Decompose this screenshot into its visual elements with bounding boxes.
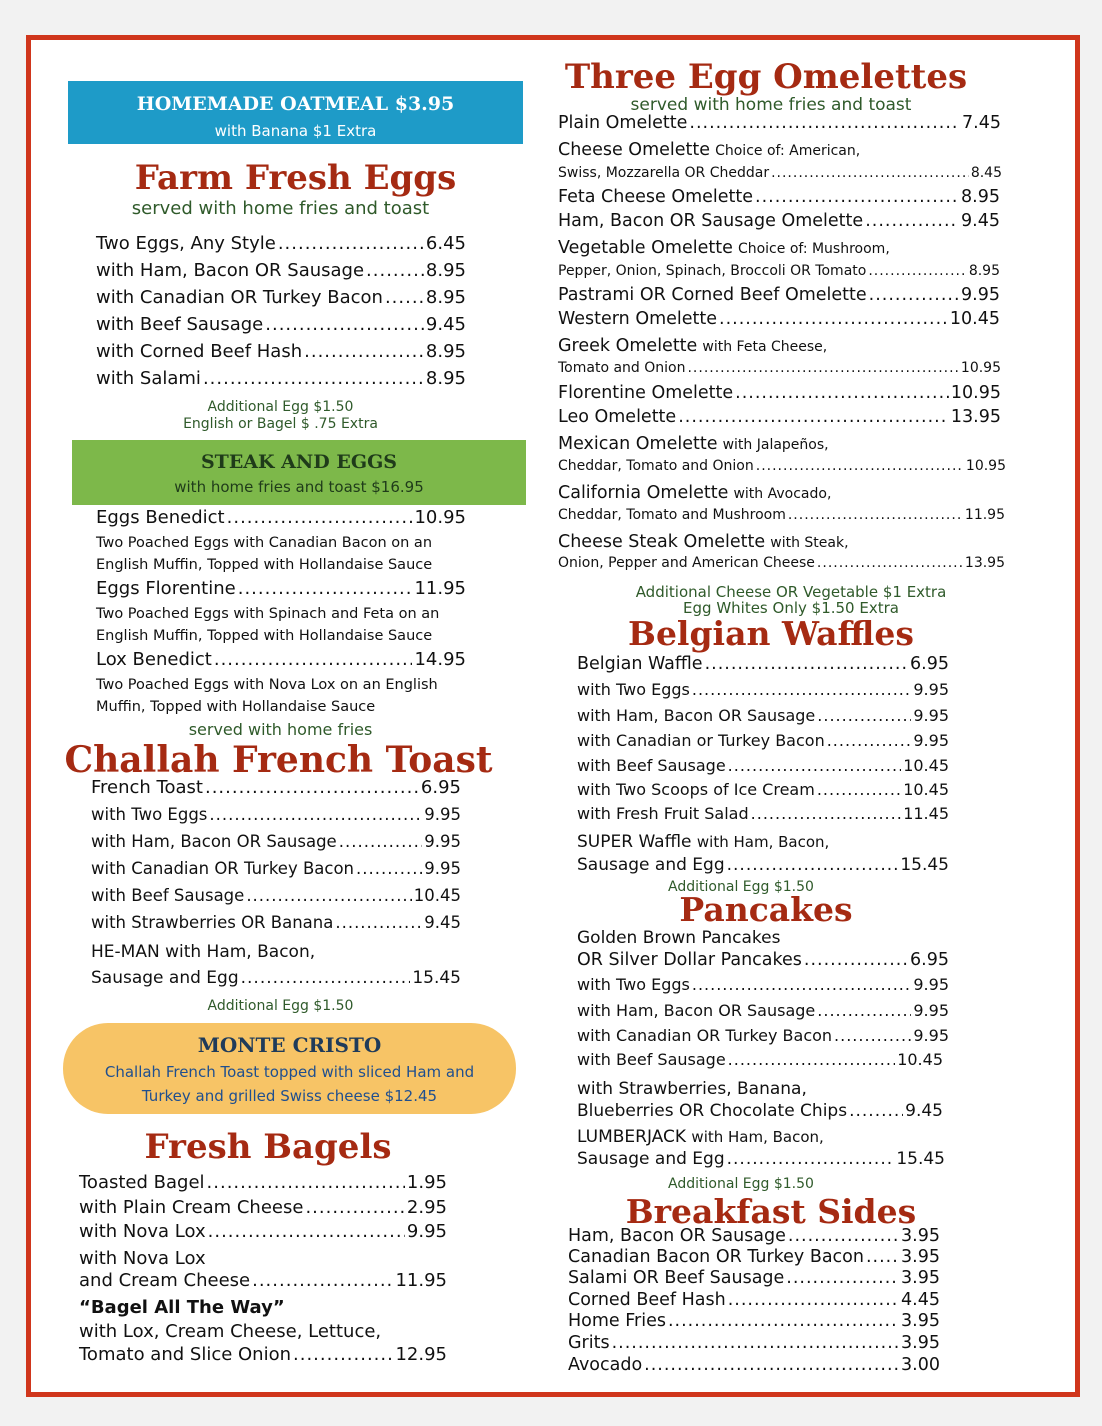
side-item-price: 4.45 <box>901 1290 940 1310</box>
benedict-desc-1: Two Poached Eggs with Spinach and Feta on an <box>96 606 440 622</box>
bagel-nova-price: 11.95 <box>395 1270 447 1291</box>
bagel-nova-line-2 <box>79 1272 447 1290</box>
omelette-cheese-line-1 <box>558 140 860 160</box>
super-waffle-line-2-name: Sausage and Egg <box>577 855 725 875</box>
omelette-california-line-1 <box>558 483 831 503</box>
leader-dots <box>728 1292 899 1310</box>
omelette-cheese-line-1-note: Choice of: American, <box>715 143 861 159</box>
bagel-item <box>79 1199 447 1217</box>
leader-dots <box>207 1174 405 1192</box>
farm-eggs-subtitle: served with home fries and toast <box>131 198 430 219</box>
french-toast-item-name: with Two Eggs <box>91 805 208 824</box>
french-toast-item <box>91 807 461 824</box>
side-item-name: Home Fries <box>568 1311 666 1331</box>
french-toast-item <box>91 915 461 932</box>
bagel-all-the-way-title: “Bagel All The Way” <box>79 1297 285 1318</box>
omelette-cheesesteak-line-2 <box>558 556 1005 570</box>
pancake-item <box>577 1052 943 1068</box>
pancakes-straw-price: 9.45 <box>905 1101 943 1121</box>
bagel-nova-line-1: with Nova Lox <box>79 1248 206 1269</box>
french-toast-item-price: 10.45 <box>413 886 461 905</box>
bagel-item-name: with Nova Lox <box>79 1221 206 1242</box>
omelette-mexican-line-1-name: Mexican Omelette <box>558 434 718 454</box>
omelette-veg-line-1-note: Choice of: Mushroom, <box>737 241 890 257</box>
leader-dots <box>203 370 424 388</box>
omelette-plain-name: Plain Omelette <box>558 113 688 133</box>
waffle-item <box>577 656 949 674</box>
omelette-greek-line-2-name: Tomato and Onion <box>558 360 686 376</box>
omelette-mexican-line-2-price: 10.95 <box>965 458 1006 474</box>
omelettes-subtitle: served with home fries and toast <box>630 95 912 115</box>
waffle-item-name: Belgian Waffle <box>577 654 703 674</box>
farm-eggs-item <box>96 262 466 280</box>
leader-dots <box>265 316 424 334</box>
waffle-item <box>577 806 949 822</box>
side-item-price: 3.95 <box>901 1247 940 1267</box>
side-item-price: 3.95 <box>901 1268 940 1288</box>
french-toast-item-name: with Ham, Bacon OR Sausage <box>91 832 337 851</box>
omelette-cheesesteak-line-1-name: Cheese Steak Omelette <box>558 532 766 552</box>
leader-dots <box>735 385 949 403</box>
side-item-name: Corned Beef Hash <box>568 1290 726 1310</box>
bagel-all-the-way-name: Tomato and Slice Onion <box>79 1344 292 1365</box>
lumberjack-line-1 <box>577 1127 824 1147</box>
benedict-item-price: 10.95 <box>414 507 466 528</box>
bagel-item-price: 1.95 <box>406 1172 447 1193</box>
pancakes-straw-line-1: with Strawberries, Banana, <box>577 1079 807 1099</box>
bagel-item-name: Toasted Bagel <box>79 1172 205 1193</box>
leader-dots <box>849 1103 903 1120</box>
omelette-pastrami-price: 9.95 <box>961 285 1000 305</box>
side-item <box>568 1249 940 1267</box>
farm-eggs-item <box>96 316 466 334</box>
bagel-all-the-way-price: 12.95 <box>395 1344 447 1365</box>
leader-dots <box>687 361 958 375</box>
farm-eggs-item-price: 8.95 <box>425 368 466 389</box>
leader-dots <box>817 556 963 570</box>
french-toast-item-price: 9.95 <box>424 832 461 851</box>
bagels-title: Fresh Bagels <box>144 1127 392 1167</box>
omelette-western-price: 10.45 <box>949 309 1000 329</box>
omelette-ham-price: 9.45 <box>961 211 1000 231</box>
super-waffle-line-1 <box>577 832 829 852</box>
french-toast-item-price: 9.95 <box>424 859 461 878</box>
french-toast-item-price: 9.95 <box>424 805 461 824</box>
omelette-california-line-2 <box>558 508 1005 522</box>
farm-eggs-item-price: 9.45 <box>425 314 466 335</box>
leader-dots <box>719 311 948 329</box>
omelette-plain-price: 7.45 <box>962 113 1001 133</box>
omelette-feta <box>558 189 1000 207</box>
omelette-feta-name: Feta Cheese Omelette <box>558 187 754 207</box>
pancake-item <box>577 977 949 993</box>
benedict-desc-2: Muffin, Topped with Hollandaise Sauce <box>96 699 376 715</box>
oatmeal-subtitle: with Banana $1 Extra <box>214 122 377 140</box>
side-item-price: 3.95 <box>901 1226 940 1246</box>
farm-eggs-item-name: Two Eggs, Any Style <box>96 233 276 254</box>
bagel-item <box>79 1174 447 1192</box>
waffle-item <box>577 782 949 798</box>
leader-dots <box>305 1199 404 1217</box>
super-waffle-line-2 <box>577 857 949 874</box>
benedict-item-price: 14.95 <box>414 649 466 670</box>
leader-dots <box>668 1313 899 1331</box>
french-toast-note: Additional Egg $1.50 <box>207 998 354 1014</box>
leader-dots <box>335 915 422 932</box>
leader-dots <box>304 343 424 361</box>
side-item-name: Canadian Bacon OR Turkey Bacon <box>568 1247 864 1267</box>
leader-dots <box>771 166 969 180</box>
waffle-item-price: 9.95 <box>913 731 949 750</box>
waffle-item-price: 10.45 <box>903 756 949 775</box>
benedict-item <box>96 580 466 598</box>
leader-dots <box>868 264 967 278</box>
monte-cristo-line-1: Challah French Toast topped with sliced Ham and <box>104 1063 475 1081</box>
lumberjack-name: LUMBERJACK <box>577 1127 687 1147</box>
pancakes-note: Additional Egg $1.50 <box>668 1176 814 1192</box>
french-toast-item-name: French Toast <box>91 777 203 798</box>
waffle-item-price: 9.95 <box>913 680 949 699</box>
omelette-leo-price: 13.95 <box>950 407 1001 427</box>
benedict-desc-2: English Muffin, Topped with Hollandaise Sauce <box>96 557 433 573</box>
omelette-cheesesteak-line-1-note: with Steak, <box>770 535 849 551</box>
farm-eggs-item-price: 6.45 <box>425 233 466 254</box>
side-item <box>568 1270 940 1288</box>
french-toast-item <box>91 779 461 797</box>
lumberjack-note: with Ham, Bacon, <box>691 1128 824 1146</box>
omelette-veg-line-2 <box>558 264 1000 278</box>
pancake-item-price: 9.95 <box>913 975 949 994</box>
waffle-item-price: 10.45 <box>903 780 949 799</box>
waffle-item-price: 6.95 <box>910 654 949 674</box>
leader-dots <box>278 235 424 253</box>
leader-dots <box>866 1249 899 1267</box>
side-item-price: 3.95 <box>901 1333 940 1353</box>
benedict-item-name: Lox Benedict <box>96 649 212 670</box>
lumberjack-line-2-price: 15.45 <box>896 1149 945 1169</box>
bagel-item <box>79 1223 447 1241</box>
french-toast-item <box>91 834 461 851</box>
french-toast-item-price: 9.45 <box>424 913 461 932</box>
omelette-ham-name: Ham, Bacon OR Sausage Omelette <box>558 211 864 231</box>
steak-banner <box>72 440 526 505</box>
farm-eggs-item-price: 8.95 <box>425 341 466 362</box>
omelette-mexican-line-1-note: with Jalapeños, <box>722 437 829 453</box>
leader-dots <box>727 1151 895 1168</box>
leader-dots <box>788 1228 899 1246</box>
leader-dots <box>817 708 911 724</box>
omelette-feta-price: 8.95 <box>961 187 1000 207</box>
bagel-item-price: 9.95 <box>406 1221 447 1242</box>
side-item-name: Ham, Bacon OR Sausage <box>568 1226 786 1246</box>
steak-title: STEAK AND EGGS <box>200 451 398 473</box>
omelette-greek-line-1-note: with Feta Cheese, <box>702 339 828 355</box>
menu-page <box>26 35 1080 1397</box>
omelette-plain <box>558 115 1001 133</box>
lumberjack-line-2-name: Sausage and Egg <box>577 1149 725 1169</box>
leader-dots <box>366 262 424 280</box>
omelette-western-name: Western Omelette <box>558 309 718 329</box>
french-toast-item <box>91 861 461 878</box>
leader-dots <box>205 779 419 797</box>
omelette-florentine-price: 10.95 <box>950 383 1001 403</box>
leader-dots <box>817 782 901 798</box>
leader-dots <box>241 970 411 987</box>
bagel-all-the-way-line-2 <box>79 1346 447 1364</box>
benedict-item <box>96 651 466 669</box>
pancake-item <box>577 952 949 970</box>
farm-eggs-item <box>96 235 466 253</box>
bagel-item-name: with Plain Cream Cheese <box>79 1197 304 1218</box>
benedict-note: served with home fries <box>188 720 373 739</box>
pancakes-line-0: Golden Brown Pancakes <box>577 928 781 948</box>
waffles-title: Belgian Waffles <box>628 614 914 653</box>
omelette-california-line-1-note: with Avocado, <box>733 486 832 502</box>
omelettes-note-2: Egg Whites Only $1.50 Extra <box>683 599 899 617</box>
omelette-western <box>558 311 1000 329</box>
omelette-greek-line-2 <box>558 361 1001 375</box>
french-toast-item-name: with Strawberries OR Banana <box>91 913 334 932</box>
side-item <box>568 1313 940 1331</box>
sides-title: Breakfast Sides <box>625 1192 917 1231</box>
waffle-item <box>577 758 949 774</box>
pancake-item-name: OR Silver Dollar Pancakes <box>577 950 802 970</box>
farm-eggs-item-name: with Ham, Bacon OR Sausage <box>96 260 365 281</box>
leader-dots <box>692 977 912 993</box>
leader-dots <box>246 888 411 905</box>
side-item <box>568 1228 940 1246</box>
omelette-cheesesteak-line-2-price: 13.95 <box>964 555 1005 571</box>
leader-dots <box>214 651 413 669</box>
benedict-desc-1: Two Poached Eggs with Canadian Bacon on an <box>96 535 433 551</box>
omelette-veg-line-2-name: Pepper, Onion, Spinach, Broccoli OR Tomato <box>558 263 867 279</box>
pancake-item-name: with Canadian OR Turkey Bacon <box>577 1026 833 1045</box>
leader-dots <box>755 189 959 207</box>
omelette-cheese-line-1-name: Cheese Omelette <box>558 140 710 160</box>
heman-name: Sausage and Egg <box>91 968 239 988</box>
leader-dots <box>728 1052 896 1068</box>
leader-dots <box>209 807 422 824</box>
leader-dots <box>865 213 959 231</box>
leader-dots <box>339 834 423 851</box>
omelette-cheesesteak-line-2-name: Onion, Pepper and American Cheese <box>558 555 815 571</box>
leader-dots <box>227 509 413 527</box>
side-item <box>568 1292 940 1310</box>
farm-eggs-item-name: with Salami <box>96 368 201 389</box>
side-item <box>568 1357 940 1375</box>
leader-dots <box>692 682 912 698</box>
farm-eggs-item-name: with Beef Sausage <box>96 314 264 335</box>
waffle-item-name: with Beef Sausage <box>577 756 726 775</box>
omelette-mexican-line-2-name: Cheddar, Tomato and Onion <box>558 458 754 474</box>
omelette-florentine-name: Florentine Omelette <box>558 383 734 403</box>
leader-dots <box>689 115 960 133</box>
lumberjack-line-2 <box>577 1151 945 1168</box>
farm-eggs-item <box>96 370 466 388</box>
bagel-all-the-way-line-1: with Lox, Cream Cheese, Lettuce, <box>79 1321 382 1342</box>
waffle-item-price: 9.95 <box>913 706 949 725</box>
leader-dots <box>705 656 908 674</box>
super-waffle-note: with Ham, Bacon, <box>696 833 830 851</box>
waffle-item <box>577 708 949 724</box>
benedict-desc-2: English Muffin, Topped with Hollandaise Sauce <box>96 628 433 644</box>
omelette-leo <box>558 409 1001 427</box>
farm-eggs-item <box>96 289 466 307</box>
leader-dots <box>869 287 959 305</box>
waffle-item-name: with Fresh Fruit Salad <box>577 804 749 823</box>
leader-dots <box>356 861 422 878</box>
farm-eggs-note-2: English or Bagel $ .75 Extra <box>183 416 378 432</box>
omelettes-title: Three Egg Omelettes <box>564 57 968 97</box>
omelette-veg-line-1-name: Vegetable Omelette <box>558 238 733 258</box>
benedict-item <box>96 509 466 527</box>
oatmeal-banner <box>68 81 523 144</box>
omelette-greek-line-2-price: 10.95 <box>960 360 1001 376</box>
bagel-item-price: 2.95 <box>406 1197 447 1218</box>
leader-dots <box>751 806 902 822</box>
omelette-veg-line-2-price: 8.95 <box>968 263 1000 279</box>
omelette-ham <box>558 213 1000 231</box>
omelette-california-line-2-name: Cheddar, Tomato and Mushroom <box>558 507 786 523</box>
side-item-name: Avocado <box>568 1355 643 1375</box>
monte-cristo-line-2: Turkey and grilled Swiss cheese $12.45 <box>141 1087 438 1105</box>
leader-dots <box>728 758 902 774</box>
leader-dots <box>208 1223 405 1241</box>
side-item <box>568 1335 940 1353</box>
omelette-california-line-1-name: California Omelette <box>558 483 729 503</box>
omelette-veg-line-1 <box>558 238 890 258</box>
side-item-price: 3.00 <box>901 1355 940 1375</box>
pancakes-straw-line-2 <box>577 1103 943 1120</box>
omelette-mexican-line-1 <box>558 434 829 454</box>
farm-eggs-item-name: with Corned Beef Hash <box>96 341 303 362</box>
pancake-item-name: with Beef Sausage <box>577 1050 726 1069</box>
waffle-item-name: with Canadian or Turkey Bacon <box>577 731 825 750</box>
farm-eggs-item-price: 8.95 <box>425 260 466 281</box>
omelette-greek-line-1 <box>558 336 827 356</box>
pancake-item <box>577 1003 949 1019</box>
omelette-cheese-line-2 <box>558 166 1002 180</box>
leader-dots <box>827 733 912 749</box>
leader-dots <box>385 289 424 307</box>
waffle-item-name: with Two Eggs <box>577 680 690 699</box>
heman-price: 15.45 <box>412 968 461 988</box>
omelette-california-line-2-price: 11.95 <box>964 507 1005 523</box>
waffle-item <box>577 733 949 749</box>
pancake-item-price: 10.45 <box>897 1050 943 1069</box>
pancake-item-price: 9.95 <box>913 1001 949 1020</box>
omelette-leo-name: Leo Omelette <box>558 407 677 427</box>
waffles-note: Additional Egg $1.50 <box>668 879 814 895</box>
leader-dots <box>727 857 899 874</box>
super-waffle-line-2-price: 15.45 <box>900 855 949 875</box>
omelette-greek-line-1-name: Greek Omelette <box>558 336 698 356</box>
omelette-mexican-line-2 <box>558 459 1006 473</box>
leader-dots <box>817 1003 911 1019</box>
farm-eggs-item <box>96 343 466 361</box>
pancake-item-name: with Two Eggs <box>577 975 690 994</box>
heman-line-2 <box>91 970 461 987</box>
side-item-price: 3.95 <box>901 1311 940 1331</box>
leader-dots <box>786 1270 899 1288</box>
steak-subtitle: with home fries and toast $16.95 <box>174 478 424 496</box>
omelettes-note-1: Additional Cheese OR Vegetable $1 Extra <box>635 583 947 601</box>
leader-dots <box>804 952 908 970</box>
leader-dots <box>788 508 963 522</box>
french-toast-item <box>91 888 461 905</box>
omelette-pastrami-name: Pastrami OR Corned Beef Omelette <box>558 285 867 305</box>
waffle-item-name: with Ham, Bacon OR Sausage <box>577 706 816 725</box>
benedict-item-name: Eggs Benedict <box>96 507 225 528</box>
side-item-name: Salami OR Beef Sausage <box>568 1268 785 1288</box>
omelette-florentine <box>558 385 1001 403</box>
farm-eggs-title: Farm Fresh Eggs <box>134 158 457 198</box>
pancake-item <box>577 1028 949 1044</box>
french-toast-title: Challah French Toast <box>64 739 493 781</box>
super-waffle-name: SUPER Waffle <box>577 832 692 852</box>
leader-dots <box>293 1346 393 1364</box>
benedict-item-price: 11.95 <box>414 578 466 599</box>
monte-cristo-title: MONTE CRISTO <box>197 1033 382 1057</box>
french-toast-item-name: with Beef Sausage <box>91 886 245 905</box>
omelette-cheese-line-2-price: 8.45 <box>970 165 1002 181</box>
leader-dots <box>756 459 964 473</box>
leader-dots <box>644 1357 899 1375</box>
pancakes-straw-name: Blueberries OR Chocolate Chips <box>577 1101 848 1121</box>
french-toast-item-price: 6.95 <box>420 777 461 798</box>
heman-line-1: HE-MAN with Ham, Bacon, <box>91 942 316 962</box>
pancake-item-price: 9.95 <box>913 1026 949 1045</box>
leader-dots <box>612 1335 899 1353</box>
oatmeal-title: HOMEMADE OATMEAL $3.95 <box>136 93 455 115</box>
farm-eggs-item-name: with Canadian OR Turkey Bacon <box>96 287 383 308</box>
waffle-item-name: with Two Scoops of Ice Cream <box>577 780 815 799</box>
waffle-item <box>577 682 949 698</box>
omelette-pastrami <box>558 287 1000 305</box>
leader-dots <box>252 1272 393 1290</box>
farm-eggs-note-1: Additional Egg $1.50 <box>207 399 354 415</box>
leader-dots <box>834 1028 911 1044</box>
pancakes-title: Pancakes <box>679 890 853 929</box>
omelette-cheesesteak-line-1 <box>558 532 849 552</box>
omelette-cheese-line-2-name: Swiss, Mozzarella OR Cheddar <box>558 165 770 181</box>
waffle-item-price: 11.45 <box>903 804 949 823</box>
benedict-item-name: Eggs Florentine <box>96 578 236 599</box>
bagel-nova-name: and Cream Cheese <box>79 1270 251 1291</box>
french-toast-item-name: with Canadian OR Turkey Bacon <box>91 859 355 878</box>
benedict-desc-1: Two Poached Eggs with Nova Lox on an English <box>96 677 438 693</box>
side-item-name: Grits <box>568 1333 610 1353</box>
monte-cristo-banner <box>63 1023 516 1114</box>
pancake-item-price: 6.95 <box>910 950 949 970</box>
leader-dots <box>238 580 413 598</box>
pancake-item-name: with Ham, Bacon OR Sausage <box>577 1001 816 1020</box>
leader-dots <box>678 409 949 427</box>
farm-eggs-item-price: 8.95 <box>425 287 466 308</box>
